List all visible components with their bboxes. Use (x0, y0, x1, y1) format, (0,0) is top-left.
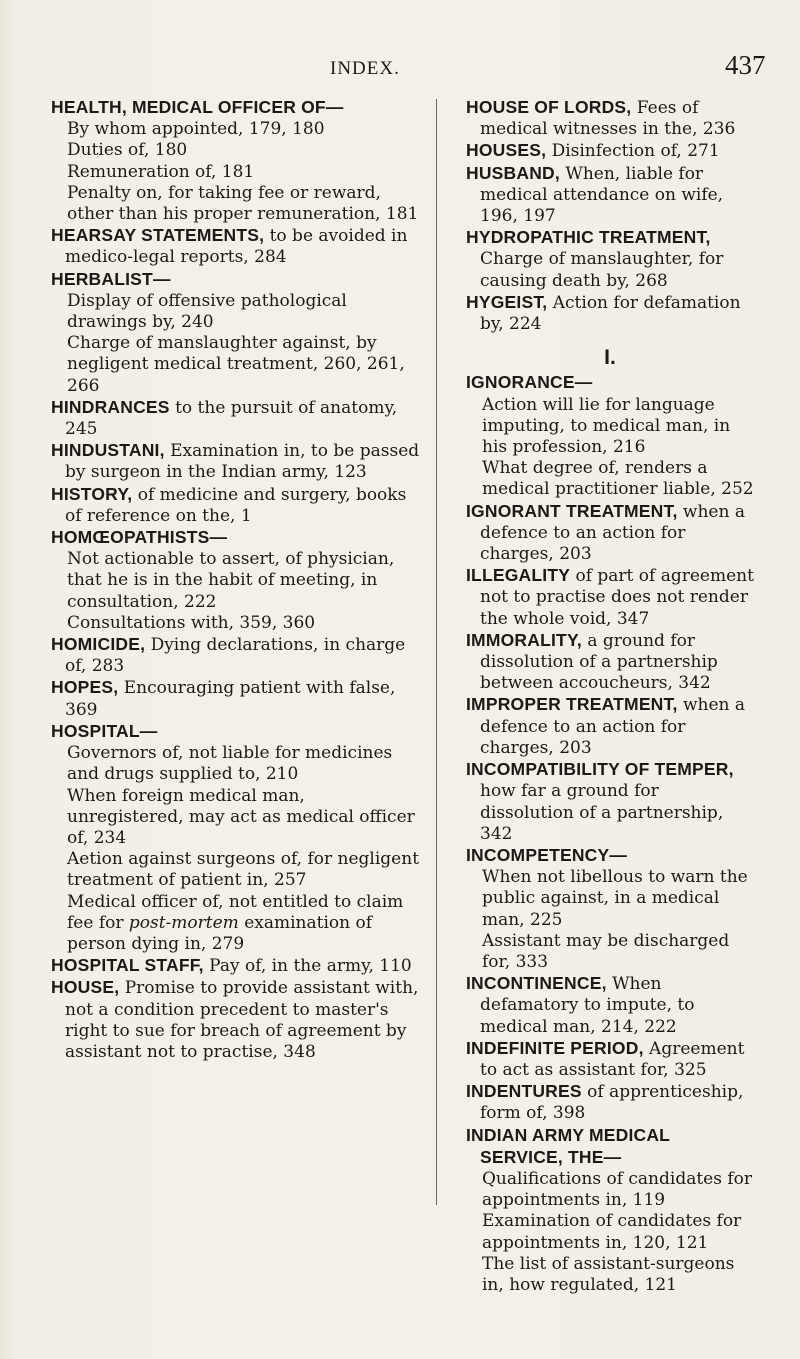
section-letter-heading: I. (604, 346, 616, 370)
index-entry-incompetency: INCOMPETENCY— (466, 844, 628, 865)
index-entry-indentures: INDENTURES of apprenticeship, form of, 398 (466, 1081, 744, 1124)
index-subentry: Penalty on, for taking fee or reward, other than his proper remuneration, 181 (67, 182, 419, 225)
index-subentry: When not libellous to warn the public against, in a medical man, 225 (482, 867, 748, 930)
index-subentry: Assistant may be discharged for, 333 (482, 930, 730, 972)
index-subentry: Medical officer of, not entitled to claim fee for post-mortem examination of person dying in, 279 (67, 891, 404, 954)
index-entry-herbalist: HERBALIST— (51, 268, 171, 289)
index-subentry: When foreign medical man, unregistered, may act as medical officer of, 234 (67, 785, 415, 848)
index-subentry: Not actionable to assert, of physician, that he is in the habit of meeting, in consultation, 222 (67, 549, 395, 612)
index-entry-house-of-lords: HOUSE OF LORDS, Fees of medical witnesses in the, 236 (466, 97, 736, 140)
index-subentry: Action will lie for language imputing, to medical man, in his profession, 216 (482, 394, 731, 458)
index-entry-house: HOUSE, Promise to provide assistant with, not a condition precedent to master's right to sue for breach of agreement by assistant not to practise, 348 (51, 977, 419, 1062)
index-entry-hospital-staff: HOSPITAL STAFF, Pay of, in the army, 110 (51, 955, 412, 977)
column-divider (436, 99, 437, 1205)
index-column-right (466, 97, 754, 1296)
index-entry-hindustani: HINDUSTANI, Examination in, to be passed by surgeon in the Indian army, 123 (51, 440, 420, 483)
index-subentry: Governors of, not liable for medicines and drugs supplied to, 210 (67, 743, 393, 785)
index-entry-illegality: ILLEGALITY of part of agreement not to practise does not render the whole void, 347 (466, 565, 754, 629)
index-entry-houses: HOUSES, Disinfection of, 271 (466, 140, 720, 162)
index-subentry: Display of offensive pathological drawings by, 240 (67, 290, 347, 333)
index-subentry: Remuneration of, 181 (67, 161, 255, 182)
index-entry-husband: HUSBAND, When, liable for medical attendance on wife, 196, 197 (466, 162, 724, 227)
index-entry-hydropathic-treatment: HYDROPATHIC TREATMENT, Charge of manslaughter, for causing death by, 268 (466, 227, 724, 291)
index-subentry: Consultations with, 359, 360 (67, 612, 316, 633)
index-entry-incontinence: INCONTINENCE, When defamatory to impute, to medical man, 214, 222 (466, 973, 695, 1037)
index-entry-ignorance: IGNORANCE— (466, 372, 593, 393)
index-subentry: What degree of, renders a medical practitioner liable, 252 (482, 458, 754, 500)
index-entry-hearsay-statements: HEARSAY STATEMENTS, to be avoided in medico-legal reports, 284 (51, 225, 408, 268)
index-entry-incompatibility-of-temper: INCOMPATIBILITY OF TEMPER, how far a ground for dissolution of a partnership, 342 (466, 759, 734, 844)
index-entry-indefinite-period: INDEFINITE PERIOD, Agreement to act as assistant for, 325 (466, 1037, 745, 1080)
index-subentry: Qualifications of candidates for appointments in, 119 (482, 1168, 753, 1211)
index-subentry: By whom appointed, 179, 180 (67, 119, 325, 140)
index-entry-hygeist: HYGEIST, Action for defamation by, 224 (466, 291, 741, 335)
index-entry-homicide: HOMICIDE, Dying declarations, in charge of, 283 (51, 634, 406, 677)
index-entry-hopes: HOPES, Encouraging patient with false, 369 (51, 677, 396, 720)
index-entry-hospital: HOSPITAL— (51, 720, 158, 741)
running-head: INDEX. (330, 58, 400, 79)
index-entry-health-medical-officer: HEALTH, MEDICAL OFFICER OF— (51, 97, 344, 117)
index-column-left (51, 97, 426, 1063)
index-subentry: Duties of, 180 (67, 140, 188, 161)
index-entry-improper-treatment: IMPROPER TREATMENT, when a defence to an action for charges, 203 (466, 694, 745, 758)
index-subentry: Charge of manslaughter against, by negligent medical treatment, 260, 261, 266 (67, 333, 405, 396)
index-entry-indian-army-medical-service: INDIAN ARMY MEDICAL SERVICE, THE— (466, 1124, 670, 1167)
index-entry-homoeopathists: HOMŒOPATHISTS— (51, 527, 228, 548)
index-subentry: The list of assistant-surgeons in, how regulated, 121 (482, 1253, 735, 1295)
index-entry-history: HISTORY, of medicine and surgery, books of reference on the, 1 (51, 483, 407, 526)
index-entry-ignorant-treatment: IGNORANT TREATMENT, when a defence to an action for charges, 203 (466, 500, 745, 565)
index-subentry: Aetion against surgeons of, for negligent treatment of patient in, 257 (67, 849, 420, 891)
index-entry-hindrances: HINDRANCES to the pursuit of anatomy, 245 (51, 396, 398, 440)
page-number: 437 (725, 50, 766, 80)
index-entry-immorality: IMMORALITY, a ground for dissolution of a partnership between accoucheurs, 342 (466, 629, 718, 694)
index-subentry: Examination of candidates for appointments in, 120, 121 (482, 1211, 742, 1253)
